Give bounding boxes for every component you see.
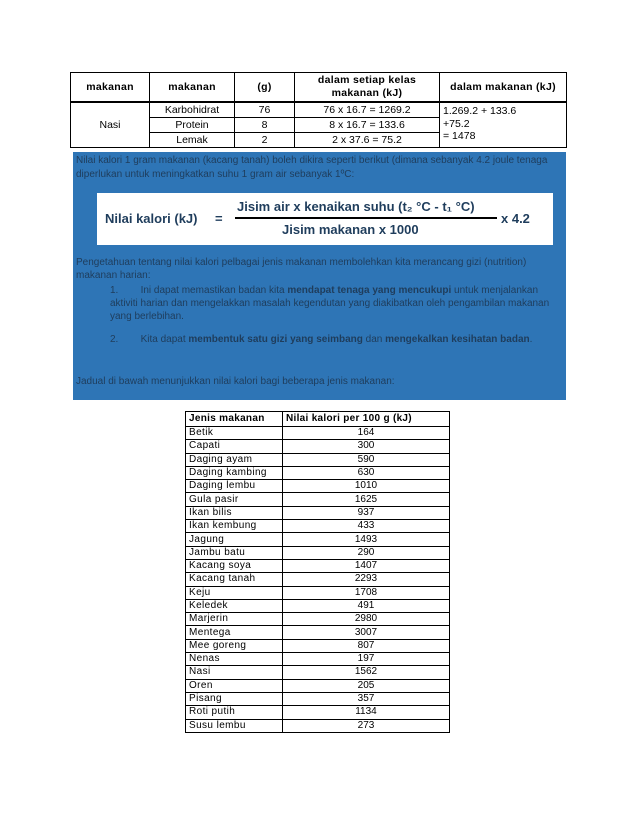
formula-denominator: Jisim makanan x 1000	[282, 222, 419, 237]
table-row	[186, 480, 450, 493]
calorie-value-cell: 273	[283, 719, 450, 732]
calorie-value-cell: 807	[283, 639, 450, 652]
food-name-cell: Capati	[186, 440, 283, 453]
table-row	[186, 533, 450, 546]
formula-image	[97, 193, 553, 245]
food-name-cell: Oren	[186, 679, 283, 692]
table-row	[186, 626, 450, 639]
calorie-table	[185, 411, 450, 733]
item-text: untuk menjalankan aktiviti harian dan mengelakkan masalah kegendutan yang diakibatkan oleh pengambilan makanan yang berlebihan.	[110, 285, 550, 322]
header-cell: makanan	[150, 73, 235, 103]
calorie-value-cell: 2980	[283, 613, 450, 626]
food-name-cell: Gula pasir	[186, 493, 283, 506]
item-number: 2.	[110, 334, 119, 345]
table-intro-block	[73, 364, 566, 400]
table-row	[71, 102, 567, 118]
food-name-cell: Marjerin	[186, 613, 283, 626]
calc-cell: 2 x 37.6 = 75.2	[295, 133, 440, 148]
food-name-cell: Nenas	[186, 653, 283, 666]
total-line: +75.2	[443, 117, 470, 130]
food-name-cell: Kacang soya	[186, 559, 283, 572]
header-cell: makanan	[71, 73, 150, 103]
food-name-cell: Keju	[186, 586, 283, 599]
calorie-value-cell: 1625	[283, 493, 450, 506]
header-cell: dalam makanan (kJ)	[440, 73, 567, 103]
calorie-value-cell: 300	[283, 440, 450, 453]
item-bold-text: mendapat tenaga yang mencukupi	[287, 285, 452, 296]
calorie-value-cell: 937	[283, 506, 450, 519]
table-header-row	[186, 412, 450, 427]
table-row	[186, 520, 450, 533]
table-row	[186, 706, 450, 719]
table-row	[186, 440, 450, 453]
class-cell: Protein	[150, 118, 235, 133]
class-cell: Karbohidrat	[150, 102, 235, 118]
intro-paragraph	[73, 152, 566, 190]
food-name-cell: Mee goreng	[186, 639, 283, 652]
header-cell: dalam setiap kelas makanan (kJ)	[295, 73, 440, 103]
calorie-value-cell: 3007	[283, 626, 450, 639]
table-row	[186, 653, 450, 666]
calorie-value-cell: 1708	[283, 586, 450, 599]
header-cell: (g)	[235, 73, 295, 103]
calorie-value-cell: 1562	[283, 666, 450, 679]
food-name-cell: Daging ayam	[186, 453, 283, 466]
table-header-row	[71, 73, 567, 103]
food-name-cell: Nasi	[186, 666, 283, 679]
calorie-value-cell: 1407	[283, 559, 450, 572]
nutrient-calculation-table	[70, 72, 567, 148]
calorie-value-cell: 205	[283, 679, 450, 692]
total-line: = 1478	[443, 130, 476, 142]
item-text: dan	[362, 334, 386, 345]
calc-cell: 76 x 16.7 = 1269.2	[295, 102, 440, 118]
table-row	[186, 506, 450, 519]
food-name-cell: Jagung	[186, 533, 283, 546]
mass-cell: 2	[235, 133, 295, 148]
fraction-bar	[235, 217, 497, 219]
food-name-cell: Susu lembu	[186, 719, 283, 732]
mass-cell: 76	[235, 102, 295, 118]
item-number: 1.	[110, 285, 119, 296]
knowledge-section	[73, 252, 566, 364]
calorie-value-cell: 630	[283, 466, 450, 479]
table-row	[186, 692, 450, 705]
formula-factor: x 4.2	[501, 211, 530, 226]
calorie-value-cell: 290	[283, 546, 450, 559]
table-intro-text: Jadual di bawah menunjukkan nilai kalori bagi beberapa jenis makanan:	[76, 376, 395, 387]
table-row	[186, 719, 450, 732]
table-row	[186, 493, 450, 506]
intro-text: Nilai kalori 1 gram makanan (kacang tanah) boleh dikira seperti berikut (dimana sebanyak 4.2 joule tenaga diperlukan untuk meningkatkan suhu 1 gram air sebanyak 1ºC:	[76, 155, 548, 180]
table-row	[186, 466, 450, 479]
table-row	[186, 559, 450, 572]
item-text: .	[529, 334, 533, 345]
calorie-value-cell: 433	[283, 520, 450, 533]
table-row	[186, 586, 450, 599]
list-item	[110, 333, 563, 346]
food-name-cell: Roti putih	[186, 706, 283, 719]
calorie-value-cell: 1010	[283, 480, 450, 493]
food-name-cell: Pisang	[186, 692, 283, 705]
calc-cell: 8 x 16.7 = 133.6	[295, 118, 440, 133]
calorie-value-cell: 1493	[283, 533, 450, 546]
food-name-cell: Keledek	[186, 599, 283, 612]
calorie-value-cell: 164	[283, 427, 450, 440]
calorie-value-cell: 1134	[283, 706, 450, 719]
table-row	[186, 546, 450, 559]
item-bold-text: membentuk satu gizi yang seimbang	[188, 334, 363, 345]
table-row	[186, 613, 450, 626]
calorie-value-cell: 357	[283, 692, 450, 705]
food-name-cell: Daging lembu	[186, 480, 283, 493]
item-text: Ini dapat memastikan badan kita	[140, 285, 288, 296]
table-row	[186, 453, 450, 466]
food-cell: Nasi	[71, 102, 150, 148]
item-bold-text: mengekalkan kesihatan badan	[385, 334, 530, 345]
food-name-cell: Daging kambing	[186, 466, 283, 479]
calorie-value-cell: 197	[283, 653, 450, 666]
formula-block	[73, 190, 566, 252]
mass-cell: 8	[235, 118, 295, 133]
table-row	[186, 427, 450, 440]
calorie-value-cell: 2293	[283, 573, 450, 586]
calorie-value-cell: 491	[283, 599, 450, 612]
food-name-cell: Betik	[186, 427, 283, 440]
formula-lhs: Nilai kalori (kJ)	[105, 211, 198, 226]
food-name-cell: Mentega	[186, 626, 283, 639]
food-name-cell: Kacang tanah	[186, 573, 283, 586]
knowledge-intro: Pengetahuan tentang nilai kalori pelbagai jenis makanan membolehkan kita merancang gizi (nutrition) makanan harian:	[76, 257, 527, 281]
header-cell: Jenis makanan	[186, 412, 283, 427]
formula-equals: =	[215, 211, 223, 226]
food-name-cell: Jambu batu	[186, 546, 283, 559]
table-row	[186, 679, 450, 692]
class-cell: Lemak	[150, 133, 235, 148]
total-line: 1.269.2 + 133.6	[443, 105, 517, 117]
table-row	[186, 639, 450, 652]
food-name-cell: Ikan bilis	[186, 506, 283, 519]
formula-numerator: Jisim air x kenaikan suhu (t₂ °C - t₁ °C)	[237, 199, 475, 214]
table-row	[186, 573, 450, 586]
list-item	[110, 284, 563, 323]
calorie-value-cell: 590	[283, 453, 450, 466]
table-row	[186, 599, 450, 612]
food-name-cell: Ikan kembung	[186, 520, 283, 533]
table-row	[186, 666, 450, 679]
total-cell	[440, 102, 567, 148]
header-cell: Nilai kalori per 100 g (kJ)	[283, 412, 450, 427]
item-text: Kita dapat	[140, 334, 189, 345]
